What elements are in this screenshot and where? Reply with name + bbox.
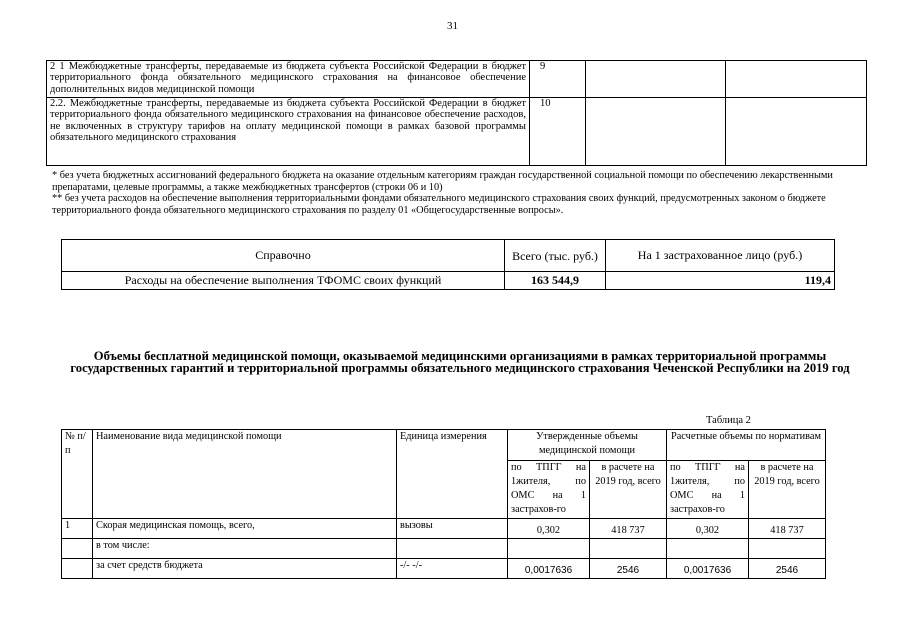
row-unit: -/- -/- xyxy=(397,559,508,579)
cell-value: 0,0017636 xyxy=(508,559,590,579)
row-number: 10 xyxy=(530,98,586,166)
cell-value: 418 737 xyxy=(749,519,826,539)
row-description: 2 1 Межбюджетные трансферты, передаваемые из бюджета субъекта Российской Федерации в бюджет территориального фонда обязательного медицинского страхования на финансовое обеспечение дополнительных видов медицинской помощи xyxy=(47,61,530,98)
row-number xyxy=(62,559,93,579)
header-unit: Единица измерения xyxy=(397,430,508,519)
row-unit xyxy=(397,539,508,559)
cell-value xyxy=(667,539,749,559)
cell-value: 0,302 xyxy=(667,519,749,539)
header-reference: Справочно xyxy=(62,240,505,272)
table-row xyxy=(47,98,867,166)
table-row xyxy=(62,559,826,579)
header-per-year: в расчете на 2019 год, всего xyxy=(749,461,826,519)
cell-value: 0,302 xyxy=(508,519,590,539)
empty-cell xyxy=(726,61,867,98)
table-row xyxy=(47,61,867,98)
cell-value: 2546 xyxy=(749,559,826,579)
section-title: Объемы бесплатной медицинской помощи, оказываемой медицинскими организациями в рамках территориальной программы государственных гарантий и территориальной программы обязательного медицинского страхования Чеченской Республики на 2019 год xyxy=(70,349,850,376)
header-per-resident: по ТПГГ на 1жителя, по ОМС на 1 застрахов-го xyxy=(667,461,749,519)
footnotes xyxy=(52,170,870,216)
row-description: 2.2. Межбюджетные трансферты, передаваемые из бюджета субъекта Российской Федерации в бюджет территориального фонда обязательного медицинского страхования на финансовое обеспечение расходов, не включенных в структуру тарифов на оплату медицинской помощи в рамках базовой программы обязательного медицинского страхования xyxy=(47,98,530,166)
header-num: № п/п xyxy=(62,430,93,519)
row-number xyxy=(62,539,93,559)
empty-cell xyxy=(726,98,867,166)
header-name: Наименование вида медицинской помощи xyxy=(93,430,397,519)
table-caption: Таблица 2 xyxy=(706,415,751,426)
table-header-row xyxy=(62,430,826,461)
cell-value xyxy=(590,539,667,559)
header-per-person: На 1 застрахованное лицо (руб.) xyxy=(606,240,835,272)
header-per-resident: по ТПГГ на 1жителя, по ОМС на 1 застрахов-го xyxy=(508,461,590,519)
empty-cell xyxy=(586,98,726,166)
header-per-year: в расчете на 2019 год, всего xyxy=(590,461,667,519)
row-name: в том числе: xyxy=(93,539,397,559)
empty-cell xyxy=(586,61,726,98)
row-unit: вызовы xyxy=(397,519,508,539)
cell-value: 0,0017636 xyxy=(667,559,749,579)
row-label: Расходы на обеспечение выполнения ТФОМС своих функций xyxy=(62,272,505,290)
per-person-value: 119,4 xyxy=(606,272,835,290)
page-number: 31 xyxy=(447,20,458,32)
cell-value: 418 737 xyxy=(590,519,667,539)
cell-value xyxy=(749,539,826,559)
table-row xyxy=(62,539,826,559)
total-value: 163 544,9 xyxy=(505,272,606,290)
row-name: Скорая медицинская помощь, всего, xyxy=(93,519,397,539)
row-number: 9 xyxy=(530,61,586,98)
row-number: 1 xyxy=(62,519,93,539)
row-name: за счет средств бюджета xyxy=(93,559,397,579)
header-approved: Утвержденные объемы медицинской помощи xyxy=(508,430,667,461)
volume-table xyxy=(61,429,826,579)
reference-table xyxy=(61,239,835,290)
table-header-row xyxy=(62,240,835,272)
footnote-2: ** без учета расходов на обеспечение выполнения территориальными фондами обязательного медицинского страхования своих функций, предусмотренных законом о бюджете территориального фонда обязательного медицинского страхования по разделу 01 «Общегосударственные вопросы». xyxy=(52,193,826,216)
header-total: Всего (тыс. руб.) xyxy=(505,240,606,272)
table-row xyxy=(62,519,826,539)
footnote-1: * без учета бюджетных ассигнований федерального бюджета на оказание отдельным категориям граждан государственной социальной помощи по обеспечению лекарственными препаратами, целевые программы, а также межбюджетных трансфертов (строки 06 и 10) xyxy=(52,170,833,193)
header-calculated: Расчетные объемы по нормативам xyxy=(667,430,826,461)
transfers-table xyxy=(46,60,867,166)
cell-value: 2546 xyxy=(590,559,667,579)
table-row xyxy=(62,272,835,290)
cell-value xyxy=(508,539,590,559)
